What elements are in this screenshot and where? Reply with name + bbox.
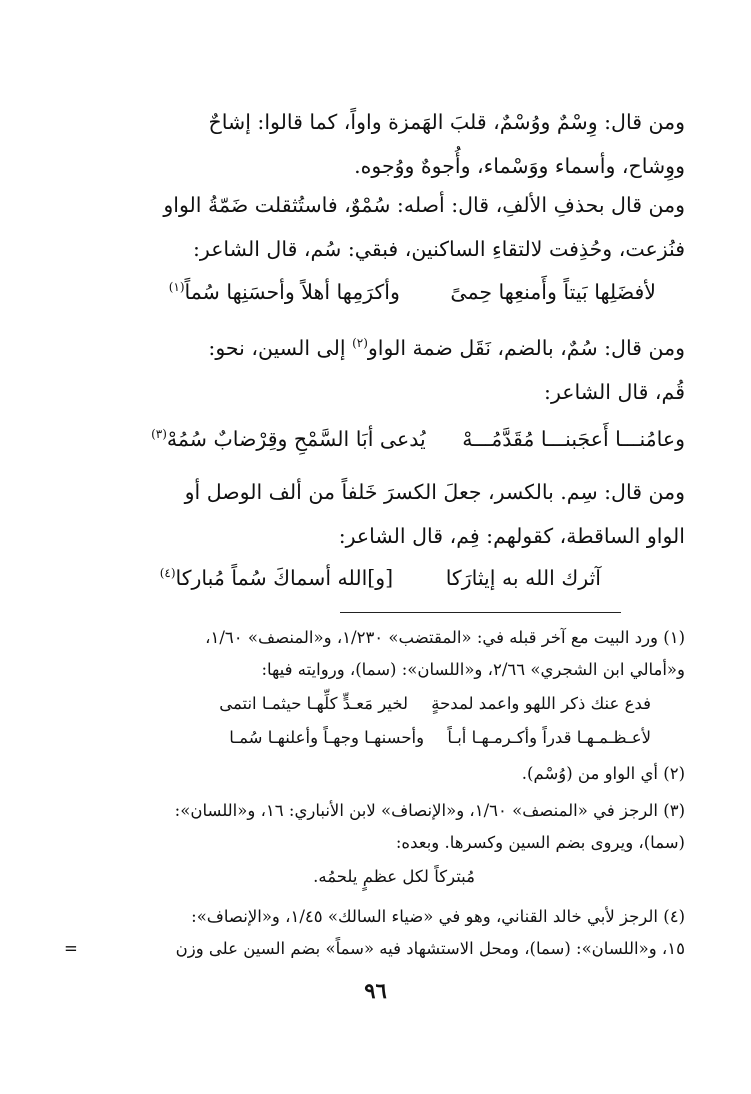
verse-1 xyxy=(169,270,656,314)
verse-second-hemistich: وأحسنهـا وجهـاً وأعلنهـا سُمـا xyxy=(229,728,425,747)
footnote-1-verse-1 xyxy=(219,688,651,720)
footnote-1-verse-2 xyxy=(229,722,651,754)
footnote-4-line-1: (٤) الرجز لأبي خالد القناني، وهو في «ضياء السالك» ١/٤٥، و«الإنصاف»: xyxy=(191,907,685,926)
footnote-4-line-2: ١٥، و«اللسان»: (سما)، ومحل الاستشهاد فيه «سماً» بضم السين على وزن xyxy=(175,939,685,958)
footnote-separator xyxy=(340,612,621,613)
verse-second-hemistich: لخير مَعـدٍّ كلِّهـا حيثمـا انتمى xyxy=(219,694,409,713)
paragraph-text: ومن قال: سُمٌ، بالضم، نَقَل ضمة الواو xyxy=(367,336,685,360)
paragraph-line xyxy=(70,326,685,370)
paragraph-line: الواو الساقطة، كقولهم: فِم، قال الشاعر: xyxy=(338,524,685,548)
verse-3 xyxy=(160,556,601,600)
verse-first-hemistich: آثرك الله به إيثارَكا xyxy=(445,566,601,590)
footnote-1-line-1: (١) ورد البيت مع آخر قبله في: «المقتضب» ١/٢٣٠، و«المنصف» ١/٦٠، xyxy=(205,628,685,647)
footnote-reference: (١) xyxy=(168,280,185,295)
verse-first-hemistich: فدع عنك ذكر اللهو واعمد لمدحةٍ xyxy=(431,694,651,713)
continuation-mark: = xyxy=(64,939,78,958)
footnote-reference: (٣) xyxy=(151,427,167,442)
footnote-2-line-1: (٢) أي الواو من (وُسْم). xyxy=(521,764,685,783)
verse-first-hemistich: وعامُنـــا أَعجَبنـــا مُقَدَّمُـــهْ xyxy=(462,427,685,451)
paragraph-line: ومن قال: وِسْمٌ ووُسْمٌ، قلبَ الهَمزة واواً، كما قالوا: إشاحٌ xyxy=(208,110,685,134)
page-number: ٩٦ xyxy=(364,978,387,1003)
paragraph-line: ومن قال: سِم. بالكسر، جعلَ الكسرَ خَلفاً من ألف الوصل أو xyxy=(184,480,685,504)
paragraph-4 xyxy=(70,470,685,558)
verse-first-hemistich: لأعـظـمـهـا قدراً وأكـرمـهـا أبـاً xyxy=(447,728,651,747)
footnote-reference: (٢) xyxy=(352,336,368,351)
paragraph-line: ومن قال بحذفِ الألفِ، قال: أصله: سُمْوٌ، فاستُثقلت ضَمّةُ الواو xyxy=(163,193,685,217)
paragraph-2 xyxy=(70,183,685,271)
paragraph-line: فنُزعت، وحُذِفت لالتقاءِ الساكنين، فبقي: سُم، قال الشاعر: xyxy=(192,237,685,261)
footnote-3-line-1: (٣) الرجز في «المنصف» ١/٦٠، و«الإنصاف» لابن الأنباري: ١٦، و«اللسان»: xyxy=(174,801,685,820)
paragraph-text: إلى السين، نحو: xyxy=(208,336,353,360)
paragraph-line: ووِشاح، وأسماء ووَسْماء، وأُجوهٌ ووُجوه. xyxy=(354,154,685,178)
paragraph-3 xyxy=(70,326,685,414)
paragraph-line: قُم، قال الشاعر: xyxy=(544,380,685,404)
footnote-3-line-2: (سما)، ويروى بضم السين وكسرها. وبعده: xyxy=(395,833,685,852)
paragraph-1 xyxy=(70,100,685,188)
footnote-3-verse: مُبتركاً لكل عظمٍ يلحمُه. xyxy=(313,867,475,886)
verse-second-hemistich: [و]الله أسماكَ سُماً مُباركا xyxy=(175,566,394,590)
footnote-reference: (٤) xyxy=(159,566,176,581)
footnote-1-line-2: و«أمالي ابن الشجري» ٢/٦٦، و«اللسان»: (سما)، وروايته فيها: xyxy=(261,660,685,679)
verse-second-hemistich: وأكرَمِها أهلاً وأحسَنِها سُماً xyxy=(184,280,400,304)
verse-second-hemistich: يُدعى أبَا السَّمْحِ وقِرْضابٌ سُمُهْ xyxy=(166,427,426,451)
verse-first-hemistich: لأفضَلِها بَيتاً وأَمنعِها حِمىً xyxy=(450,280,656,304)
verse-2 xyxy=(151,417,685,461)
